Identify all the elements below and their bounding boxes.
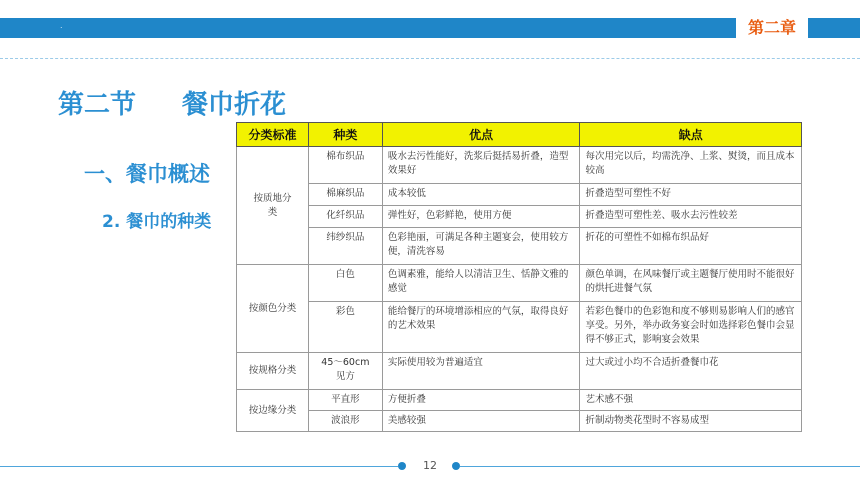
header-bar-right (808, 18, 860, 38)
table-row (237, 353, 802, 390)
kind-cell: 棉布织品 (308, 147, 382, 184)
footer-dot-right (452, 462, 460, 470)
cons-cell: 折叠造型可塑性不好 (580, 184, 802, 206)
kind-cell: 波浪形 (308, 411, 382, 432)
outline-heading: 一、餐巾概述 (84, 162, 210, 186)
napkin-types-table (236, 122, 802, 432)
table-row (237, 147, 802, 184)
outline-item: 2. 餐巾的种类 (102, 212, 212, 232)
category-cell: 按颜色分类 (237, 265, 309, 353)
header-divider (0, 58, 860, 59)
category-cell: 按边缘分类 (237, 390, 309, 432)
kind-cell: 纬纱织品 (308, 228, 382, 265)
kind-cell: 棉麻织品 (308, 184, 382, 206)
kind-cell: 彩色 (308, 302, 382, 353)
pros-cell: 弹性好，色彩鲜艳，使用方便 (382, 206, 580, 228)
table-row (237, 390, 802, 411)
footer-line-right (460, 466, 860, 467)
table-row (237, 228, 802, 265)
section-number: 第二节 (58, 90, 137, 120)
pros-cell: 色彩艳丽，可满足各种主题宴会，使用较方便，清洗容易 (382, 228, 580, 265)
table-row (237, 265, 802, 302)
cons-cell: 每次用完以后，均需洗净、上浆、熨烫，而且成本较高 (580, 147, 802, 184)
table-header-row (237, 123, 802, 147)
cons-cell: 折制动物类花型时不容易成型 (580, 411, 802, 432)
cons-cell: 折花的可塑性不如棉布织品好 (580, 228, 802, 265)
cons-cell: 颜色单调，在风味餐厅或主题餐厅使用时不能很好的烘托进餐气氛 (580, 265, 802, 302)
table-row (237, 302, 802, 353)
cons-cell: 过大或过小均不合适折叠餐巾花 (580, 353, 802, 390)
header-kind: 种类 (308, 123, 382, 147)
pros-cell: 方便折叠 (382, 390, 580, 411)
kind-cell: 化纤织品 (308, 206, 382, 228)
header-bar (0, 18, 736, 38)
cons-cell: 若彩色餐巾的色彩饱和度不够则易影响人们的感官享受。另外，举办政务宴会时如选择彩色餐巾会显得不够正式，影响宴会效果 (580, 302, 802, 353)
footer-line-left (0, 466, 398, 467)
header-criteria: 分类标准 (237, 123, 309, 147)
cons-cell: 艺术感不强 (580, 390, 802, 411)
header-cons: 缺点 (580, 123, 802, 147)
kind-cell: 白色 (308, 265, 382, 302)
table-row (237, 184, 802, 206)
table-row (237, 206, 802, 228)
pros-cell: 美感较强 (382, 411, 580, 432)
pros-cell: 吸水去污性能好，洗浆后挺括易折叠，造型效果好 (382, 147, 580, 184)
category-cell: 按规格分类 (237, 353, 309, 390)
page-number: 12 (423, 459, 437, 472)
pros-cell: 色调素雅，能给人以清洁卫生、恬静文雅的感觉 (382, 265, 580, 302)
header-pros: 优点 (382, 123, 580, 147)
cons-cell: 折叠造型可塑性差、吸水去污性较差 (580, 206, 802, 228)
pros-cell: 能给餐厅的环境增添相应的气氛，取得良好的艺术效果 (382, 302, 580, 353)
section-title (58, 84, 286, 121)
table-row (237, 411, 802, 432)
section-name: 餐巾折花 (182, 90, 287, 120)
pros-cell: 成本较低 (382, 184, 580, 206)
pros-cell: 实际使用较为普遍适宜 (382, 353, 580, 390)
header-dot: . (60, 21, 63, 30)
kind-cell: 45～60cm见方 (308, 353, 382, 390)
chapter-label: 第二章 (736, 14, 808, 42)
footer-dot-left (398, 462, 406, 470)
kind-cell: 平直形 (308, 390, 382, 411)
category-cell: 按质地分类 (237, 147, 309, 265)
